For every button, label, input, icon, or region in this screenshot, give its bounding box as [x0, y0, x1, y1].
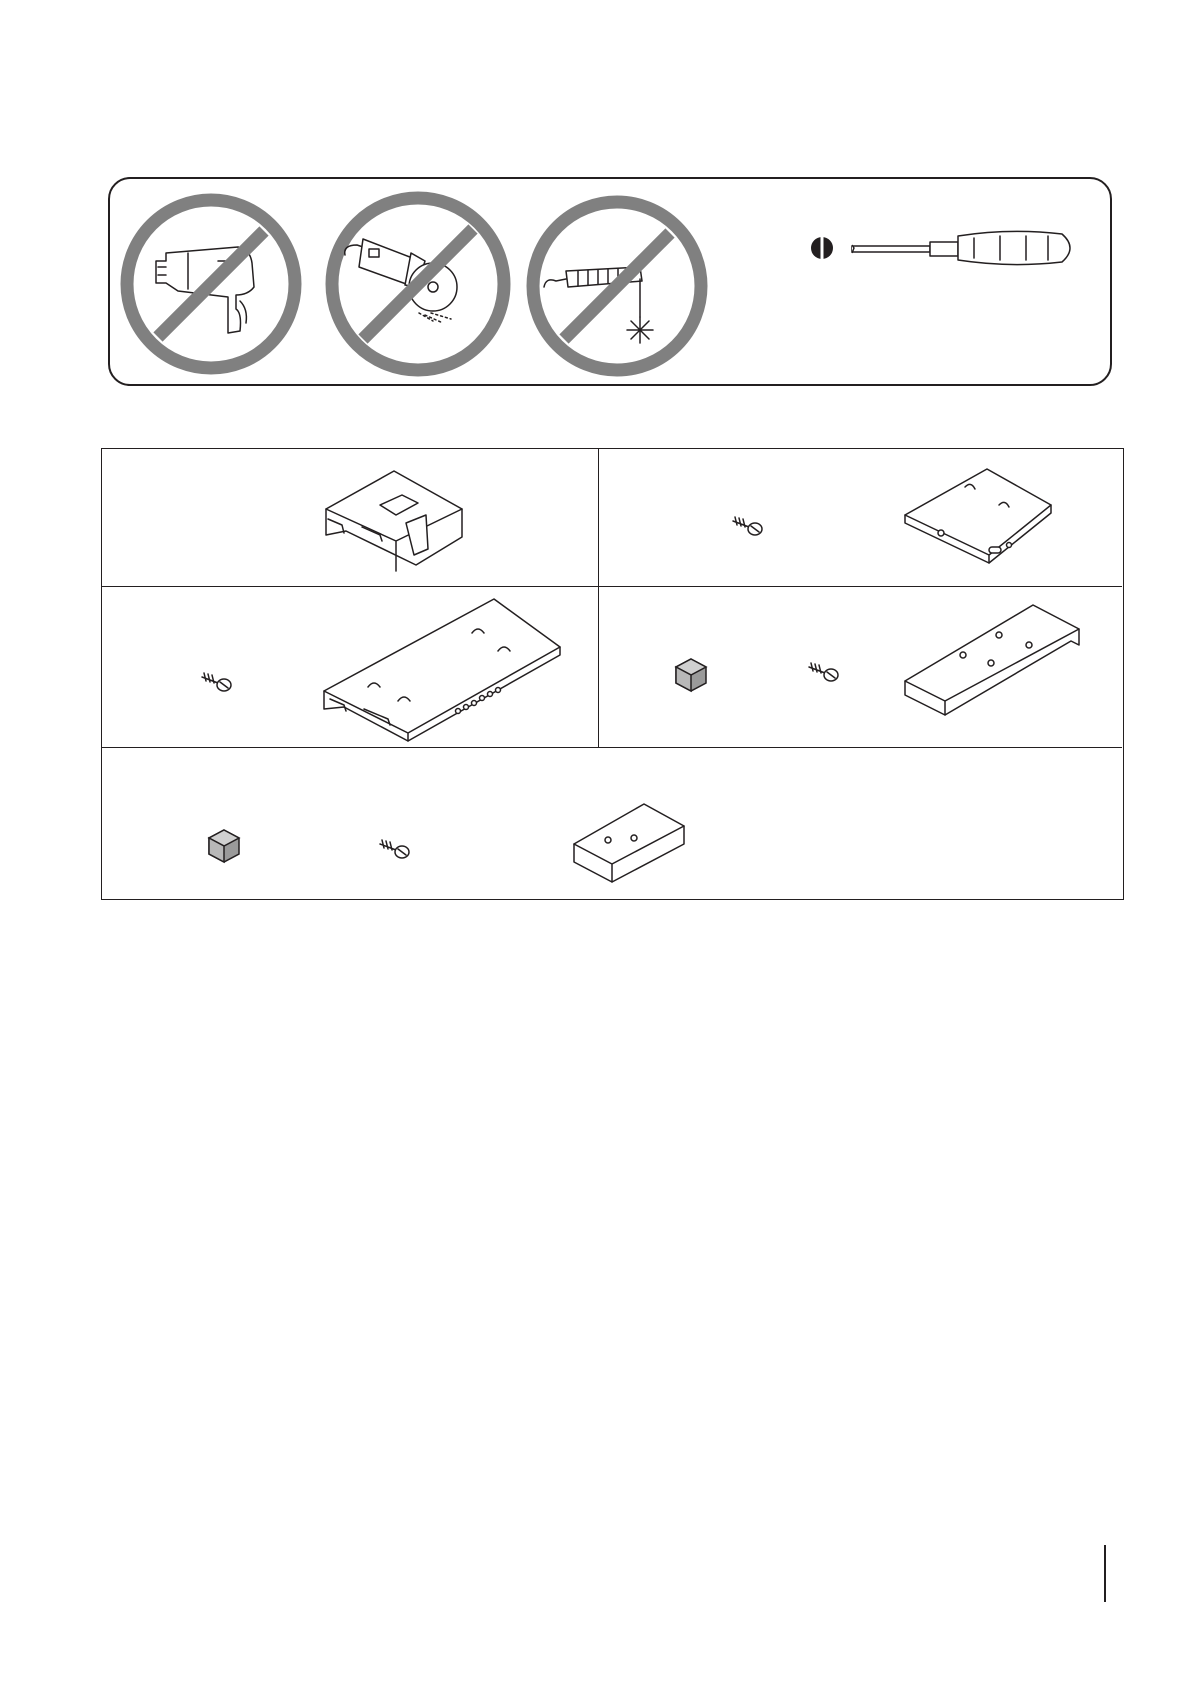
u-channel-part: [903, 601, 1083, 721]
hex-nut-icon: [206, 828, 242, 864]
parts-cell: [102, 449, 599, 587]
parts-cell: [599, 449, 1122, 587]
long-tray-part: [322, 595, 562, 745]
flathead-screwdriver-icon: [810, 224, 1080, 274]
parts-cell: [102, 748, 1122, 898]
block-part: [572, 800, 686, 884]
screw-icon: [200, 669, 234, 693]
screw-icon: [378, 836, 412, 860]
no-welding-torch-icon: [524, 191, 710, 381]
no-angle-grinder-icon: [323, 189, 513, 379]
page-margin-rule: [1104, 1545, 1106, 1602]
no-power-drill-icon: [118, 191, 304, 377]
front-bracket-part: [322, 469, 462, 579]
parts-cell: [599, 587, 1122, 748]
flathead-slot-icon: [811, 237, 833, 259]
tools-panel: [108, 177, 1112, 386]
screw-icon: [731, 513, 765, 537]
parts-table: [101, 448, 1124, 900]
screw-icon: [807, 659, 841, 683]
top-plate-part: [903, 465, 1053, 569]
hex-nut-icon: [673, 657, 709, 693]
parts-cell: [102, 587, 599, 748]
